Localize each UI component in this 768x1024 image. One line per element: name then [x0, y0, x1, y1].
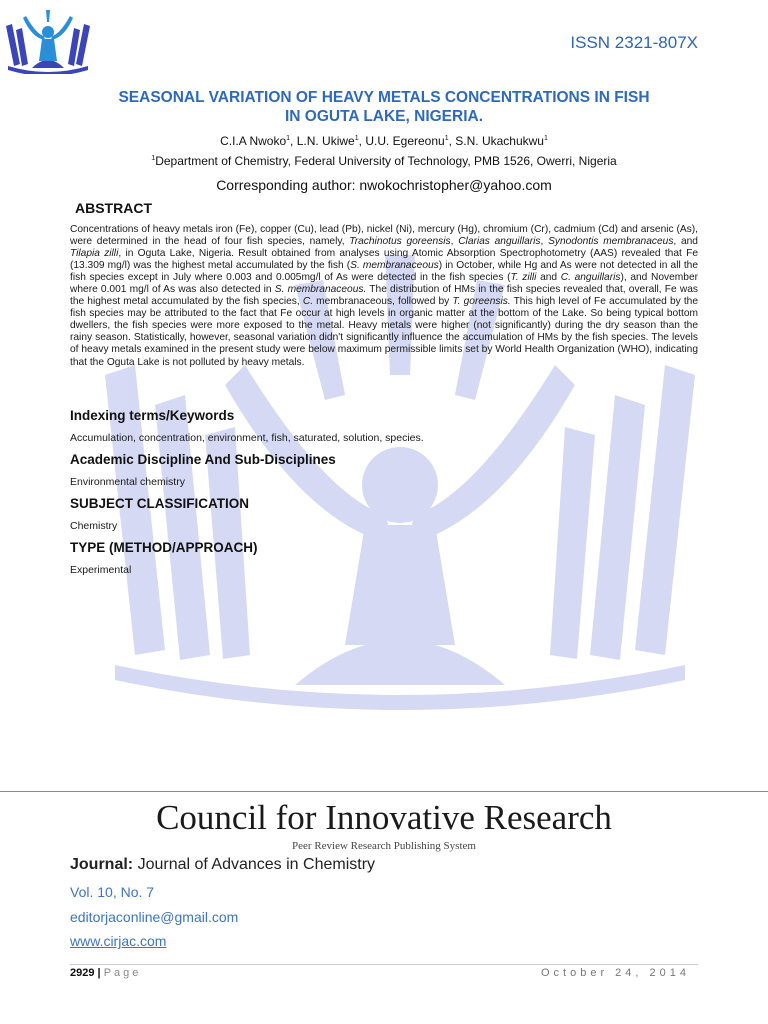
page-number-separator: |	[94, 967, 104, 979]
page-number	[70, 967, 141, 979]
editor-email-link[interactable]: editorjaconline@gmail.com	[70, 909, 239, 925]
affiliation	[0, 154, 768, 168]
subject-text: Chemistry	[70, 520, 118, 532]
discipline-text: Environmental chemistry	[70, 476, 185, 488]
corresponding-author[interactable]: Corresponding author: nwokochristopher@yahoo.com	[216, 177, 552, 193]
abstract-species-name: C.	[302, 296, 314, 308]
abstract-heading: ABSTRACT	[75, 200, 152, 216]
abstract-species-name: Clarias anguillaris	[458, 236, 541, 248]
abstract-segment: and	[536, 272, 561, 284]
abstract-segment: , and	[673, 236, 698, 248]
footer-divider	[0, 791, 768, 792]
issn-label: ISSN 2321-807X	[570, 33, 698, 52]
title-line-1: SEASONAL VARIATION OF HEAVY METALS CONCENTRATIONS IN FISH	[118, 89, 650, 106]
abstract-species-name: Tilapia zilli	[70, 248, 119, 260]
publication-date: October 24, 2014	[540, 967, 690, 979]
keywords-heading: Indexing terms/Keywords	[70, 408, 235, 423]
abstract-segment: The distribution of HMs in the fish species revealed that, overall, Fe was the highest metal accumulated by the fish species,	[70, 284, 698, 308]
cir-logo-icon	[4, 6, 92, 74]
author-list	[0, 134, 768, 148]
journal-line	[70, 856, 375, 874]
abstract-segment: membranaceous, followed by	[313, 296, 453, 308]
author-affiliation: 1	[444, 135, 449, 142]
type-text: Experimental	[70, 564, 132, 576]
author-affiliation: 1	[354, 135, 359, 142]
paper-title	[50, 88, 718, 126]
peer-review-subtitle: Peer Review Research Publishing System	[292, 840, 476, 852]
journal-name: Journal of Advances in Chemistry	[133, 856, 376, 873]
type-heading: TYPE (METHOD/APPROACH)	[70, 540, 258, 555]
keywords-text: Accumulation, concentration, environment, fish, saturated, solution, species.	[70, 432, 424, 444]
author-separator: ,	[358, 134, 366, 148]
author-name: C.I.A Nwoko	[220, 134, 287, 148]
abstract-segment: This high level of Fe accumulated by the fish species may be attributed to the fact that Fe occur at high levels in organic matter at the bottom of the Lake. So being typical bottom dwellers, the fish species were more exposed to the metal. Heavy metals were higher (not significantly) during the dry season than the rainy season. Statistically, however, seasonal variation didn't significantly influence the accumulation of HMs by the fish species. The levels of heavy metals examined in the present study were below maximum permissible limits set by World Health Organization (WHO), indicating that the Oguta Lake is not polluted by heavy metals.	[70, 296, 698, 368]
abstract-species-name: S. membranaceous	[350, 260, 439, 272]
page-number-value: 2929	[70, 967, 95, 979]
abstract-species-name: T. zilli	[510, 272, 537, 284]
council-title: Council for Innovative Research	[156, 798, 612, 837]
volume-info: Vol. 10, No. 7	[70, 884, 155, 900]
author-affiliation: 1	[543, 135, 548, 142]
page-label: Page	[103, 967, 142, 979]
department-text: Department of Chemistry, Federal University of Technology, PMB 1526, Owerri, Nigeria	[155, 154, 617, 168]
subject-heading: SUBJECT CLASSIFICATION	[70, 496, 250, 511]
affiliation-marker: 1	[151, 155, 156, 162]
website-link[interactable]: www.cirjac.com	[70, 933, 167, 949]
abstract-segment: ) in October, while Hg and As were not detected in all the fish species except in July where 0.003 and 0.005mg/l of As were detected in the fish species (	[70, 260, 698, 284]
author-separator: ,	[448, 134, 456, 148]
abstract-segment: Concentrations of heavy metals iron (Fe), copper (Cu), lead (Pb), nickel (Ni), mercury (Hg), chromium (Cr), cadmium (Cd) and arsenic (As), were determined in the head of four fish species, namely,	[70, 224, 698, 248]
abstract-text	[70, 224, 698, 369]
author-name: L.N. Ukiwe	[296, 134, 355, 148]
author-separator: ,	[290, 134, 297, 148]
title-line-2: IN OGUTA LAKE, NIGERIA.	[284, 108, 484, 125]
abstract-species-name: T. goreensis.	[452, 296, 511, 308]
abstract-species-name: C. anguillaris	[560, 272, 621, 284]
abstract-species-name: Trachinotus goreensis	[349, 236, 451, 248]
journal-label: Journal:	[70, 856, 134, 873]
author-name: S.N. Ukachukwu	[455, 134, 544, 148]
abstract-species-name: Synodontis membranaceus	[548, 236, 674, 248]
abstract-segment: ), and November where 0.001 mg/l of As was also detected in	[70, 272, 698, 296]
abstract-segment: ,	[450, 236, 459, 248]
page-footer-divider	[70, 964, 698, 965]
abstract-segment: ,	[540, 236, 549, 248]
abstract-species-name: S. membranaceous.	[274, 284, 367, 296]
abstract-segment: , in Oguta Lake, Nigeria. Result obtained from analyses using Atomic Absorption Spectrophotometry (AAS) revealed that Fe (13.309 mg/l) was the highest metal accumulated by the fish (	[70, 248, 698, 272]
author-affiliation: 1	[286, 135, 291, 142]
discipline-heading: Academic Discipline And Sub-Disciplines	[70, 452, 336, 467]
author-name: U.U. Egereonu	[365, 134, 445, 148]
